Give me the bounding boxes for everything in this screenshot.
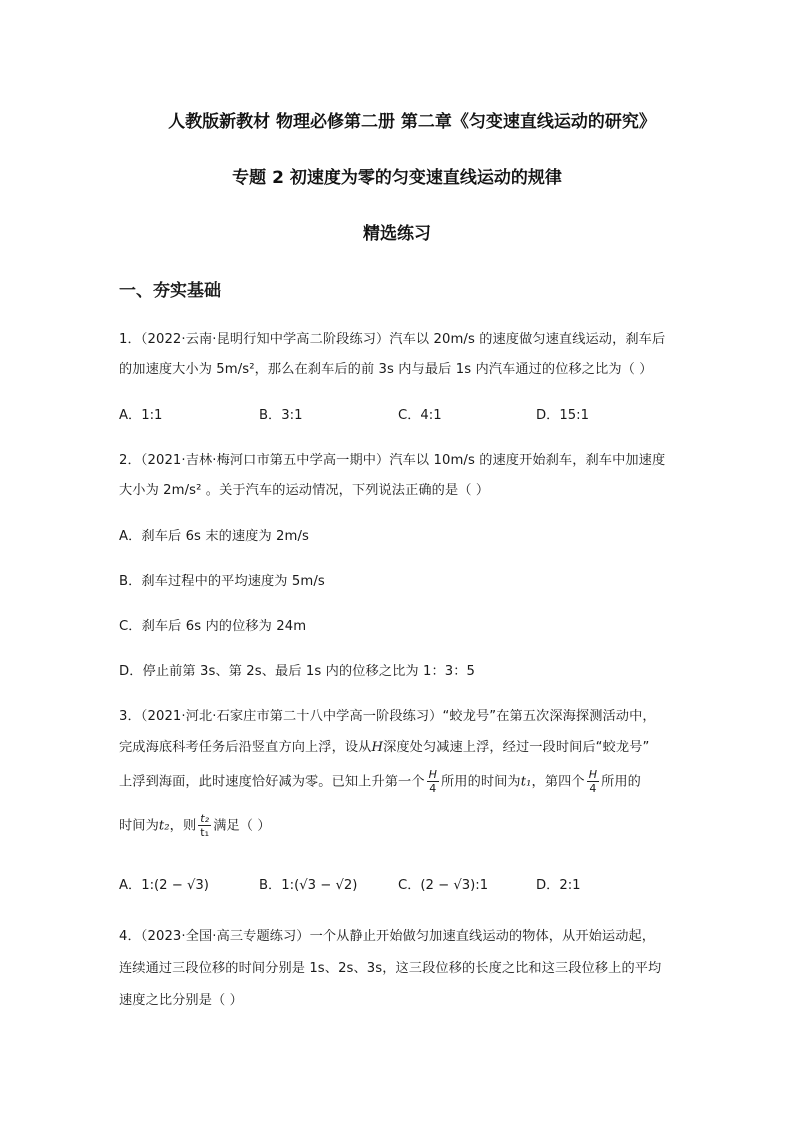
q3-line2-text-a: 完成海底科考任务后沿竖直方向上浮，设从 <box>119 740 372 755</box>
q3-line3-text-b: 所用的时间为 <box>441 774 521 790</box>
q3-line4-text-b: ，则 <box>169 818 197 834</box>
q1-option-a: A．1:1 <box>119 408 163 423</box>
question-3-line-2 <box>119 736 649 755</box>
question-2-line-1: 2．（2021·吉林·梅河口市第五中学高一期中）汽车以 10m/s 的速度开始刹车，刹车中加速度 <box>119 453 666 468</box>
q3-line4-text-a: 时间为 <box>119 818 159 834</box>
q2-option-c: C．刹车后 6s 内的位移为 24m <box>119 619 307 634</box>
q3-var-h: H <box>371 740 384 755</box>
q3-ratio-t2-over-t1: $\frac{\text{t₂}}{\text{t₁}}$ <box>200 812 210 839</box>
q3-option-b: B．1:(√3 − √2) <box>259 878 358 893</box>
topic-title: 专题 2 初速度为零的匀变速直线运动的规律 <box>232 168 562 188</box>
q1-option-c: C．4:1 <box>398 408 442 423</box>
q3-fraction-h-over-4-second: $\frac{H}{4}$ <box>588 768 598 795</box>
exercise-title: 精选练习 <box>363 224 431 244</box>
question-3-line-4 <box>119 812 271 839</box>
question-3-options <box>119 874 679 894</box>
q3-var-t2: t₂ <box>158 818 170 834</box>
question-4-line-1: 4．（2023·全国·高三专题练习）一个从静止开始做匀加速直线运动的物体，从开始运动起， <box>119 929 656 944</box>
question-2-line-2: 大小为 2m/s² 。关于汽车的运动情况，下列说法正确的是（ ） <box>119 483 490 498</box>
q3-option-a: A．1:(2 − √3) <box>119 878 209 893</box>
q3-line3-text-d: 所用的 <box>601 774 641 790</box>
q3-option-d: D．2:1 <box>536 878 581 893</box>
question-3-line-1: 3．（2021·河北·石家庄市第二十八中学高一阶段练习）“蛟龙号”在第五次深海探测活动中， <box>119 709 656 724</box>
q1-option-d: D．15:1 <box>536 408 589 423</box>
q3-option-c: C．(2 − √3):1 <box>398 878 489 893</box>
question-4-line-2: 连续通过三段位移的时间分别是 1s、2s、3s，这三段位移的长度之比和这三段位移上的平均 <box>119 961 662 976</box>
document-title: 人教版新教材 物理必修第二册 第二章《匀变速直线运动的研究》 <box>168 112 656 132</box>
question-3-line-3 <box>119 768 641 795</box>
q3-line3-text-c: ，第四个 <box>531 774 585 790</box>
q3-line2-text-b: 深度处匀减速上浮，经过一段时间后“蛟龙号” <box>383 740 650 755</box>
question-1-line-1: 1．（2022·云南·昆明行知中学高二阶段练习）汽车以 20m/s 的速度做匀速直线运动，刹车后 <box>119 332 666 347</box>
q3-var-t1: t₁ <box>520 774 532 790</box>
section-heading: 一、夯实基础 <box>119 281 221 301</box>
q3-line3-text-a: 上浮到海面，此时速度恰好减为零。已知上升第一个 <box>119 774 425 790</box>
question-1-line-2: 的加速度大小为 5m/s²，那么在刹车后的前 3s 内与最后 1s 内汽车通过的位移之比为（ ） <box>119 362 653 377</box>
q3-line4-text-c: 满足（ ） <box>213 818 271 834</box>
q2-option-d: D．停止前第 3s、第 2s、最后 1s 内的位移之比为 1：3：5 <box>119 664 476 679</box>
q1-option-b: B．3:1 <box>259 408 303 423</box>
q2-option-b: B．刹车过程中的平均速度为 5m/s <box>119 574 325 589</box>
question-4-line-3: 速度之比分别是（ ） <box>119 993 243 1008</box>
question-1-options <box>119 404 679 424</box>
q2-option-a: A．刹车后 6s 末的速度为 2m/s <box>119 529 309 544</box>
q3-fraction-h-over-4: $\frac{H}{4}$ <box>428 768 437 795</box>
